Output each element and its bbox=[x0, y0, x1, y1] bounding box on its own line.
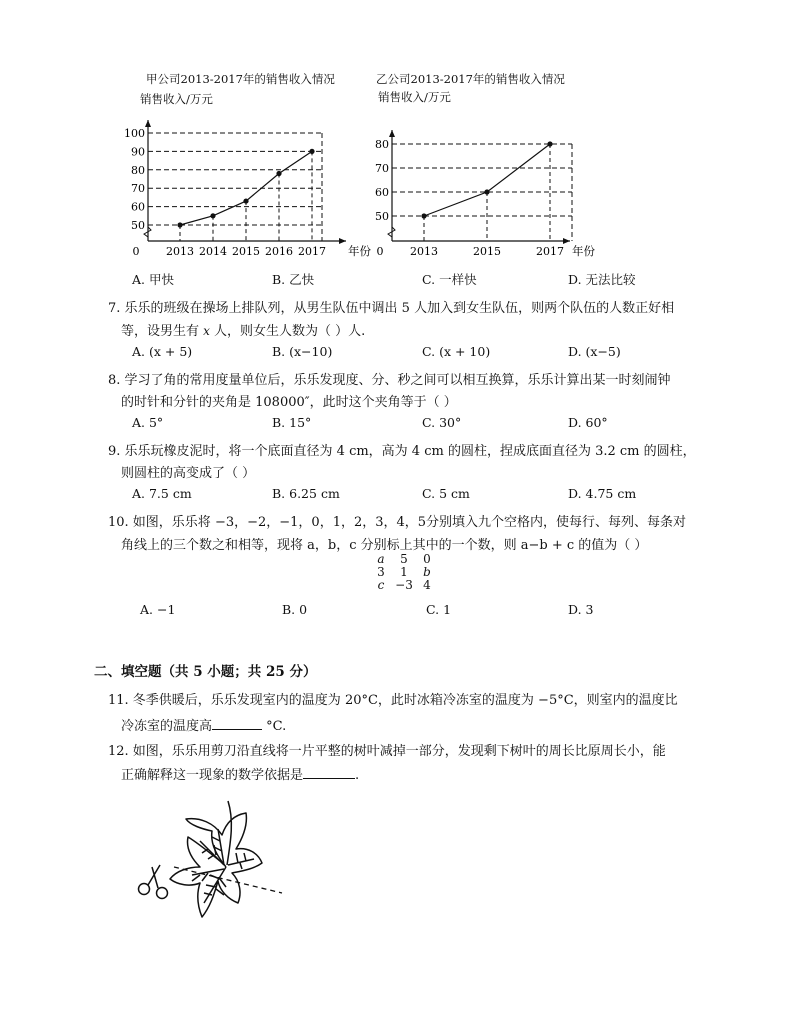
x-tick-label: 2017 bbox=[298, 245, 326, 258]
q12-line2-end: . bbox=[355, 768, 360, 783]
x-tick-label: 2015 bbox=[473, 245, 501, 258]
x-tick-label: 2015 bbox=[232, 245, 260, 258]
q9-text-line2: 则圆柱的高变成了（ ） bbox=[121, 466, 256, 481]
q9-option-d: D. 4.75 cm bbox=[568, 486, 637, 501]
x-axis-arrow bbox=[339, 238, 346, 244]
chart2-title: 乙公司2013-2017年的销售收入情况 bbox=[376, 72, 565, 86]
x-tick-label: 2013 bbox=[166, 245, 194, 258]
q8-option-b: B. 15° bbox=[272, 415, 312, 430]
q9-option-c: C. 5 cm bbox=[422, 486, 470, 501]
data-point bbox=[421, 213, 426, 218]
q7-variable: x bbox=[203, 324, 210, 338]
data-point bbox=[484, 189, 489, 194]
chart1-ylabel: 销售收入/万元 bbox=[140, 92, 213, 106]
y-tick-label: 50 bbox=[131, 219, 145, 232]
y-tick-label: 60 bbox=[131, 200, 145, 214]
q7-line2-start: 等，设男生有 bbox=[121, 324, 204, 339]
leaf-icon bbox=[170, 801, 262, 917]
q9-option-a: A. 7.5 cm bbox=[132, 486, 192, 501]
grid-cell: c bbox=[377, 578, 385, 592]
q8-text-line2: 的时针和分针的夹角是 108000″，此时这个夹角等于（ ） bbox=[121, 395, 457, 410]
y-tick-label: 70 bbox=[131, 182, 145, 196]
origin-label: 0 bbox=[376, 245, 384, 258]
chart2-ylabel: 销售收入/万元 bbox=[378, 90, 451, 104]
data-point bbox=[276, 171, 281, 176]
q12-answer-blank[interactable] bbox=[303, 766, 355, 779]
q6-option-d: D. 无法比较 bbox=[568, 272, 636, 287]
x-axis-label: 年份 bbox=[572, 244, 595, 258]
x-tick-label: 2017 bbox=[536, 245, 564, 258]
y-tick-label: 60 bbox=[375, 186, 389, 199]
magic-square-grid bbox=[370, 553, 440, 591]
q7-option-c: C. (x + 10) bbox=[422, 344, 491, 359]
x-axis-arrow bbox=[563, 238, 570, 244]
q8-option-c: C. 30° bbox=[422, 415, 462, 430]
grid-cell: 4 bbox=[423, 578, 431, 592]
x-axis-label: 年份 bbox=[348, 244, 371, 258]
scissors-icon bbox=[139, 865, 168, 899]
q11-text-line2 bbox=[121, 715, 286, 734]
q7-option-b: B. (x−10) bbox=[272, 344, 333, 359]
q7-option-a: A. (x + 5) bbox=[132, 344, 193, 359]
q6-option-a: A. 甲快 bbox=[132, 272, 174, 287]
grid-cell: 5 bbox=[400, 552, 408, 566]
q7-text-line2 bbox=[121, 320, 365, 339]
grid-cell: a bbox=[377, 552, 385, 566]
q10-option-a: A. −1 bbox=[140, 602, 176, 617]
x-tick-label: 2016 bbox=[265, 245, 293, 258]
q10-option-c: C. 1 bbox=[426, 602, 452, 617]
y-tick-label: 100 bbox=[124, 127, 145, 140]
q8-text-line1: 8. 学习了角的常用度量单位后，乐乐发现度、分、秒之间可以相互换算，乐乐计算出某一时刻闹钟 bbox=[108, 373, 671, 388]
q8-option-d: D. 60° bbox=[568, 415, 608, 430]
q11-line2-start: 冷冻室的温度高 bbox=[121, 719, 213, 734]
q7-line2-end: 人，则女生人数为（ ）人. bbox=[209, 324, 366, 339]
data-point bbox=[547, 141, 552, 146]
chart1-title: 甲公司2013-2017年的销售收入情况 bbox=[146, 72, 335, 86]
x-tick-label: 2013 bbox=[410, 245, 438, 258]
q9-option-b: B. 6.25 cm bbox=[272, 486, 340, 501]
section-title-fill-in: 二、填空题（共 5 小题；共 25 分） bbox=[94, 664, 317, 680]
q10-text-line1: 10. 如图，乐乐将 −3，−2，−1，0，1，2，3，4，5分别填入九个空格内，使每行、每列、每条对 bbox=[108, 515, 687, 530]
y-tick-label: 90 bbox=[131, 145, 145, 159]
q12-text-line2 bbox=[121, 764, 359, 783]
q6-option-b: B. 乙快 bbox=[272, 272, 315, 287]
leaf-scissors-figure bbox=[130, 795, 300, 930]
q12-text-line1: 12. 如图，乐乐用剪刀沿直线将一片平整的树叶减掉一部分，发现剩下树叶的周长比原周长小，能 bbox=[108, 744, 666, 759]
y-tick-label: 80 bbox=[131, 163, 145, 177]
q8-option-a: A. 5° bbox=[132, 415, 164, 430]
series-line bbox=[424, 144, 550, 216]
grid-cell: 1 bbox=[400, 565, 408, 579]
q6-option-c: C. 一样快 bbox=[422, 272, 477, 287]
data-point bbox=[177, 222, 182, 227]
q10-option-d: D. 3 bbox=[568, 602, 594, 617]
grid-cell: b bbox=[423, 565, 431, 579]
origin-label: 0 bbox=[132, 245, 140, 258]
data-point bbox=[243, 198, 248, 203]
q7-option-d: D. (x−5) bbox=[568, 344, 621, 359]
q11-text-line1: 11. 冬季供暖后，乐乐发现室内的温度为 20°C，此时冰箱冷冻室的温度为 −5°C，则室内的温度比 bbox=[108, 693, 678, 708]
y-tick-label: 50 bbox=[375, 210, 389, 223]
q10-option-b: B. 0 bbox=[282, 602, 308, 617]
y-tick-label: 80 bbox=[375, 138, 389, 151]
grid-cell: −3 bbox=[395, 578, 413, 592]
q11-line2-end: °C. bbox=[266, 719, 287, 734]
grid-cell: 3 bbox=[377, 565, 385, 579]
cut-line bbox=[174, 867, 282, 893]
chart2-plot bbox=[360, 108, 620, 268]
y-axis-arrow bbox=[145, 120, 151, 127]
y-tick-label: 70 bbox=[375, 162, 389, 175]
q12-line2-start: 正确解释这一现象的数学依据是 bbox=[121, 768, 304, 783]
q7-text-line1: 7. 乐乐的班级在操场上排队列，从男生队伍中调出 5 人加入到女生队伍，则两个队伍的人数正好相 bbox=[108, 301, 675, 316]
grid-cell: 0 bbox=[423, 552, 431, 566]
chart1-plot bbox=[110, 108, 371, 268]
x-tick-label: 2014 bbox=[199, 245, 227, 258]
data-point bbox=[309, 149, 314, 154]
q9-text-line1: 9. 乐乐玩橡皮泥时，将一个底面直径为 4 cm，高为 4 cm 的圆柱，捏成底面直径为 3.2 cm 的圆柱， bbox=[108, 444, 696, 459]
q10-text-line2: 角线上的三个数之和相等，现将 a，b，c 分别标上其中的一个数，则 a−b + c 的值为（ ） bbox=[121, 538, 648, 553]
data-point bbox=[210, 213, 215, 218]
q11-answer-blank[interactable] bbox=[212, 717, 262, 730]
y-axis-arrow bbox=[389, 130, 395, 137]
